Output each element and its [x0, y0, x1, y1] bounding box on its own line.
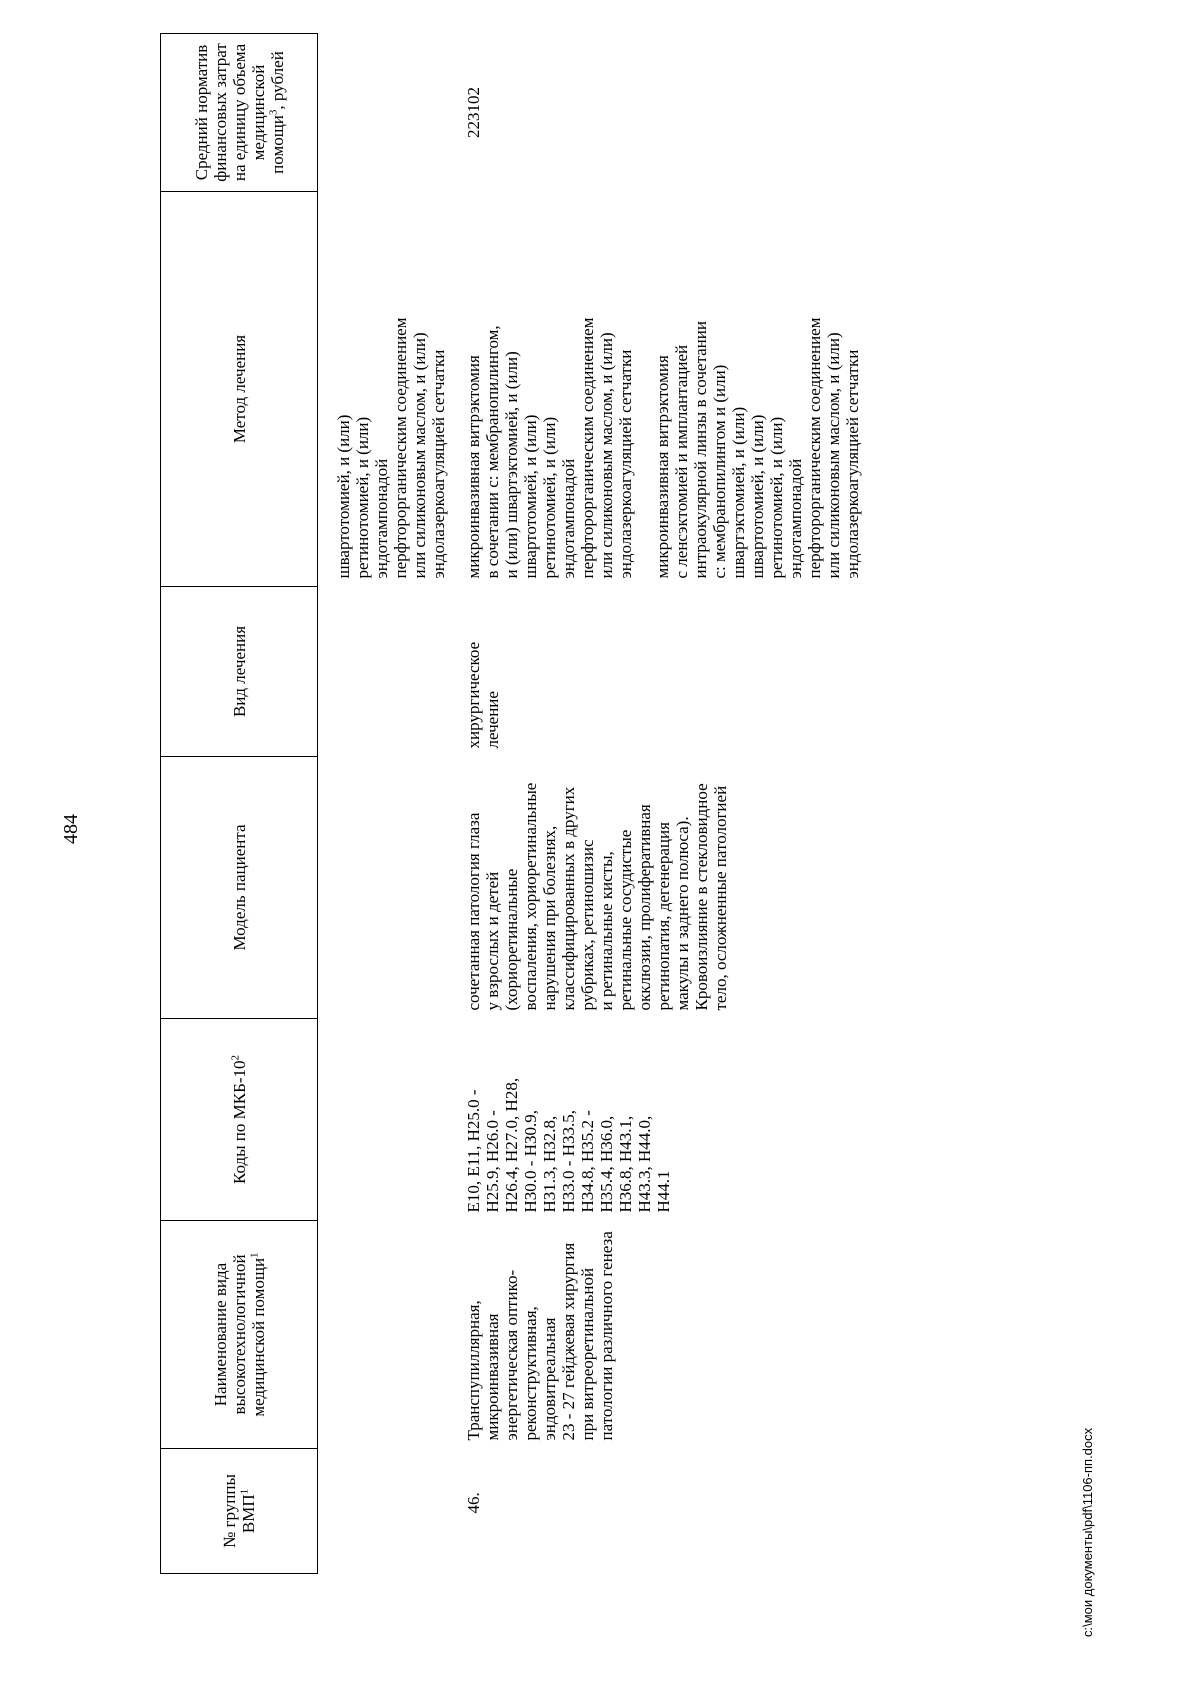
- table-header-row: [161, 34, 318, 1574]
- row-treatment-type: хирургическое лечение: [464, 641, 502, 749]
- row-cost: 223102: [464, 87, 483, 138]
- method-2: микроинвазивная витрэктомия с ленсэктомией и имплантацией интраокулярной линзы в сочетании с: мембранопилингом и (или) швартэктомией, и (или) швартотомией, и (или) ретинотомией, и (или) эндотампонадой перфторорганическим соединением или силиконовым маслом, и (или) эндолазеркоагуляцией сетчатки: [653, 317, 862, 579]
- row-patient-model: сочетанная патология глаза у взрослых и детей (хориоретинальные воспаления, хориоретинальные нарушения при болезнях, классифицированных в других рубриках, ретиношизис и ретинальные кисты, ретинальные сосудистые окклюзии, пролиферативная ретинопатия, дегенерация макулы и заднего полюса). Кровоизлияние в стекловидное тело, осложненные патологией: [464, 782, 730, 1011]
- header-codes: Коды по МКБ-$10^2$: [161, 1019, 318, 1221]
- header-treatment-method: Метод лечения: [161, 192, 318, 587]
- table-row-continuation: [334, 34, 448, 1574]
- method-1: микроинвазивная витрэктомия в сочетании с: мембранопилингом, и (или) швартэктомией, и (или) швартотомией, и (или) ретинотомией, и (или) эндотампонадой перфторорганическим соединением или силиконовым маслом, и (или) эндолазеркоагуляцией сетчатки: [464, 317, 635, 579]
- file-path: c:\мои документы\pdf\1106-пп.docx: [1080, 1427, 1095, 1637]
- header-treatment-type: Вид лечения: [161, 587, 318, 757]
- header-patient-model: Модель пациента: [161, 757, 318, 1019]
- row-treatment-method: [464, 192, 862, 587]
- page-number: 484: [60, 814, 82, 844]
- header-cost: Средний норматив финансовых затрат на единицу объема медицинской помощи$^3$, рублей: [161, 34, 318, 192]
- vmp-table: [160, 33, 862, 1574]
- header-group-no: № группы ВМП$^1$: [161, 1449, 318, 1574]
- row-codes: E10, E11, H25.0 - H25.9, H26.0 - H26.4, H27.0, H28, H30.0 - H30.9, H31.3, H32.8, H33.0 - H33.5, H34.8, H35.2 - H35.4, H36.0, H36.8, H43.1, H43.3, H44.0, H44.1: [464, 1077, 673, 1213]
- row-name: Транспупиллярная, микроинвазивная энергетическая оптико- реконструктивная, эндовитреальная 23 - 27 гейджевая хирургия при витреоретинальной патологии различного генеза: [464, 1231, 616, 1441]
- continuation-method: швартотомией, и (или) ретинотомией, и (или) эндотампонадой перфторорганическим соединением или силиконовым маслом, и (или) эндолазеркоагуляцией сетчатки: [334, 317, 448, 579]
- row-group-no: 46.: [464, 1492, 483, 1514]
- vmp-table-container: [160, 34, 862, 1574]
- table-row-46: [464, 34, 862, 1574]
- header-name: Наименование вида высокотехнологичной медицинской помощи$^1$: [161, 1221, 318, 1449]
